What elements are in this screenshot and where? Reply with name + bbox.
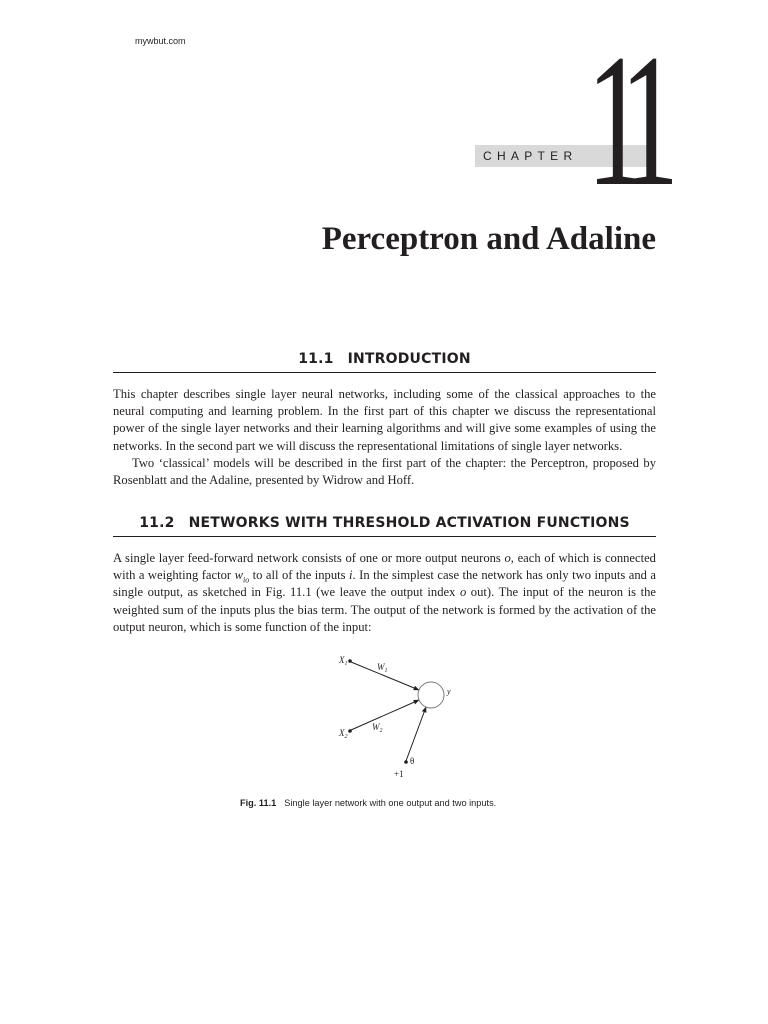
figure-caption-text: Single layer network with one output and two inputs.: [284, 798, 497, 808]
math-var: o: [459, 585, 467, 600]
section-number: 11.1: [298, 351, 334, 367]
text-run: . In the simplest case the network has only two inputs and a single output, as sketched in Fig. 11.1 (we leave the output index: [113, 568, 656, 600]
section-heading-networks: [113, 514, 656, 532]
site-url: mywbut.com: [135, 36, 186, 46]
label-x1: $X_1$: [339, 655, 348, 667]
section-title: NETWORKS WITH THRESHOLD ACTIVATION FUNCTIONS: [188, 515, 630, 531]
text-run: out). The input of the neuron is the weighted sum of the inputs plus the bias term. The output of the network is formed by the activation of the output neuron, which is some function of the input:: [113, 585, 657, 634]
text-run: A single layer feed-forward network consists of one or more output neurons: [113, 551, 505, 565]
edge-x1-to-neuron: [351, 662, 419, 690]
text-run: , each of which is connected with a weighting factor: [113, 551, 656, 583]
output-neuron: [418, 682, 444, 708]
math-var: w: [234, 568, 243, 583]
paragraph-intro-2: Two ‘classical’ models will be described in the first part of the chapter: the Perceptron, proposed by Rosenblatt and the Adaline, presented by Widrow and Hoff.: [113, 456, 656, 488]
label-y: y: [447, 687, 451, 696]
network-diagram: [330, 648, 470, 786]
label-w2: $W_2$: [372, 722, 383, 734]
section-rule: [113, 372, 656, 373]
label-w1: $W_1$: [377, 662, 388, 674]
paragraph-networks: [113, 550, 656, 636]
edge-x2-to-neuron: [351, 700, 419, 730]
math-var: i: [349, 568, 353, 583]
chapter-number: 11: [586, 16, 658, 226]
text-run: to all of the inputs: [249, 568, 350, 583]
figure-caption: [240, 797, 496, 809]
chapter-label: CHAPTER: [483, 149, 578, 163]
chapter-title: Perceptron and Adaline: [321, 221, 656, 257]
label-bias: +1: [394, 769, 404, 779]
section-rule: [113, 536, 656, 537]
section-title: INTRODUCTION: [347, 351, 471, 367]
section-heading-intro: [113, 350, 656, 368]
label-theta: θ: [410, 756, 415, 766]
section-number: 11.2: [139, 515, 175, 531]
figure-caption-label: Fig. 11.1: [240, 798, 277, 808]
math-subscript: io: [242, 575, 250, 585]
edge-bias-to-neuron: [406, 707, 426, 761]
paragraph-intro-1: This chapter describes single layer neural networks, including some of the classical approaches to the neural computing and learning problem. In the first part of this chapter we discuss the representational power of the single layer networks and their learning algorithms and will give some examples of using the networks. In the second part we will discuss the representational limitations of single layer networks.: [113, 387, 656, 453]
label-x2: $X_2$: [339, 728, 348, 740]
math-var: o: [504, 551, 511, 565]
